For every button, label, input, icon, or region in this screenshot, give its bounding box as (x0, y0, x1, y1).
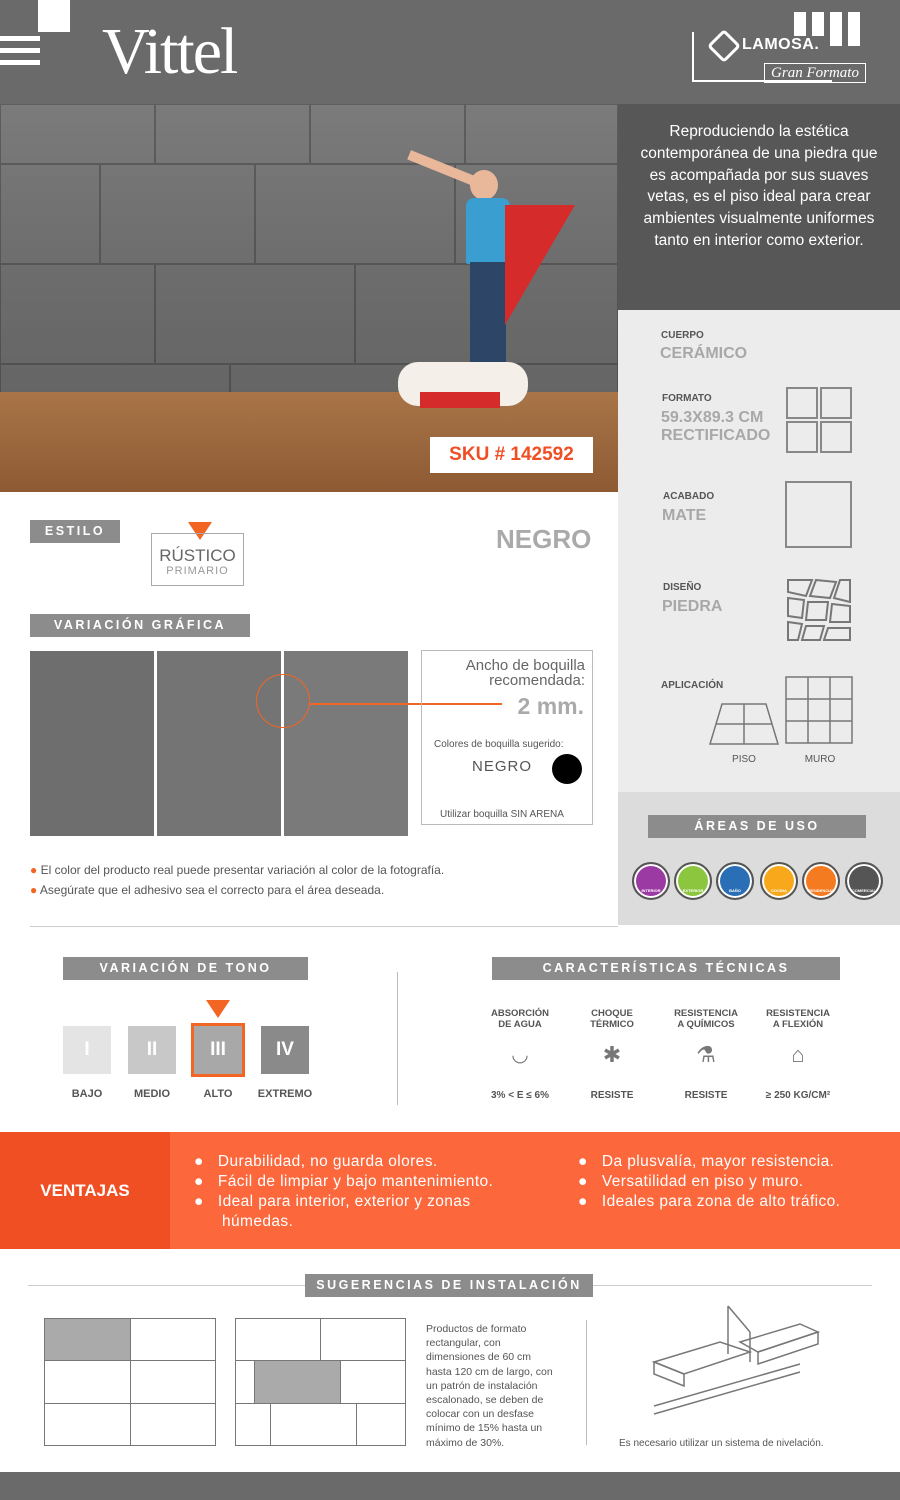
muro-label: MURO (804, 754, 836, 765)
boquilla-color-swatch (552, 754, 582, 784)
estilo-value: RÚSTICO (159, 546, 236, 565)
areas-title: ÁREAS DE USO (648, 815, 866, 838)
ventaja-item: ● Da plusvalía, mayor resistencia. (578, 1153, 835, 1170)
layout-tile (44, 1318, 131, 1361)
tono-label-2: MEDIO (133, 1088, 171, 1100)
ventajas-right (578, 1152, 888, 1212)
boquilla-title (430, 658, 585, 688)
tono-label-4: EXTREMO (257, 1088, 313, 1100)
formato-icon (786, 387, 818, 419)
ventaja-item: ● Ideales para zona de alto tráfico. (578, 1193, 841, 1210)
nivelacion-note: Es necesario utilizar un sistema de nivelación. (619, 1438, 824, 1449)
ventaja-item: ● Ideal para interior, exterior y zonas (194, 1193, 471, 1210)
notes (30, 860, 444, 900)
formato-icon (786, 421, 818, 453)
acabado-icon (785, 481, 852, 548)
char-flexion: RESISTENCIA A FLEXIÓN ⌂ ≥ 250 KG/CM² (750, 1008, 846, 1101)
char-absorcion: ABSORCIÓN DE AGUA ◡ 3% < E ≤ 6% (472, 1008, 568, 1101)
logo-name: LAMOSA. (742, 36, 820, 53)
layout-tile (44, 1403, 131, 1446)
layout-tile (235, 1403, 271, 1446)
estilo-label: ESTILO (30, 520, 120, 543)
thermal-shock-icon: ✱ (602, 1042, 622, 1067)
area-label: RESIDENCIAL (807, 888, 835, 893)
diseno-value: PIEDRA (662, 598, 723, 615)
layout-tile (340, 1360, 406, 1404)
area-comercial-icon (845, 862, 883, 900)
areas-panel (618, 792, 900, 925)
formato-value-1: 59.3X89.3 CM (661, 409, 764, 426)
divider (586, 1320, 587, 1445)
layout-tile (320, 1318, 406, 1361)
ventaja-item: ● Durabilidad, no guarda olores. (194, 1153, 438, 1170)
muro-icon (785, 676, 853, 744)
description: Reproduciendo la estética contemporánea de una piedra que es acompañada por sus suaves vetas, es el piso ideal para crear ambientes visualmente uniformes tanto en interior como exterior. (618, 104, 900, 310)
acabado-label: ACABADO (663, 491, 715, 502)
divider (397, 972, 398, 1105)
area-interior-icon (632, 862, 670, 900)
area-label: BAÑO (729, 888, 741, 893)
char-choque: CHOQUE TÉRMICO ✱ RESISTE (564, 1008, 660, 1101)
stone-tile-3 (284, 651, 408, 836)
layout-tile (44, 1360, 131, 1404)
flexion-icon: ⌂ (791, 1042, 805, 1067)
divider (30, 926, 618, 927)
note-item: ● Asegúrate que el adhesivo sea el correcto para el área deseada. (30, 883, 385, 897)
tono-label-1: BAJO (71, 1088, 103, 1100)
estilo-box (151, 533, 244, 586)
layout-tile (130, 1318, 216, 1361)
boquilla-title-1: Ancho de boquilla (465, 657, 585, 674)
note-item: ● El color del producto real puede presentar variación al color de la fotografía. (30, 863, 445, 877)
child-shirt (466, 198, 510, 264)
char-quimicos: RESISTENCIA A QUÍMICOS ⚗ RESISTE (658, 1008, 754, 1101)
area-label: COMERCIAL (851, 888, 877, 893)
caracteristicas-title: CARACTERÍSTICAS TÉCNICAS (492, 957, 840, 980)
stone-tile-2 (157, 651, 281, 836)
corner-square (38, 0, 70, 32)
layout-tile (235, 1360, 255, 1404)
leveling-system-icon (650, 1302, 822, 1420)
layout-tile (270, 1403, 357, 1446)
formato-value-2: RECTIFICADO (661, 427, 771, 444)
cuerpo-label: CUERPO (661, 330, 704, 341)
layout-tile (254, 1360, 341, 1404)
formato-icon (820, 421, 852, 453)
area-cocina-icon (760, 862, 798, 900)
aplicacion-label: APLICACIÓN (661, 680, 724, 691)
piso-label: PISO (732, 754, 756, 765)
layout-tile (130, 1360, 216, 1404)
color-name: NEGRO (496, 524, 592, 554)
tono-level-4: IV (261, 1026, 309, 1074)
stone-pattern-icon (784, 576, 854, 644)
red-cape (505, 205, 575, 325)
logo-bar (848, 12, 860, 46)
menu-bar (0, 60, 40, 65)
variacion-grafica-title: VARIACIÓN GRÁFICA (30, 614, 250, 637)
footer-bar (0, 1472, 900, 1500)
zoom-circle (256, 674, 310, 728)
area-residencial-icon (802, 862, 840, 900)
tono-level-1: I (63, 1026, 111, 1074)
area-label: INTERIOR (641, 888, 661, 893)
tono-level-3: III (194, 1026, 242, 1074)
water-drops-icon: ◡ (511, 1044, 529, 1066)
boquilla-color: NEGRO (472, 758, 533, 775)
logo-sub: Gran Formato (764, 63, 866, 83)
ventajas-title: VENTAJAS (0, 1132, 170, 1249)
estilo-sub: PRIMARIO (166, 565, 229, 577)
boquilla-colores-label: Colores de boquilla sugerido: (434, 739, 564, 750)
sku-label: SKU # 142592 (430, 437, 593, 473)
menu-bar (0, 48, 40, 53)
ventajas-left (194, 1152, 554, 1232)
acabado-value: MATE (662, 507, 707, 524)
diseno-label: DISEÑO (663, 582, 702, 593)
tono-title: VARIACIÓN DE TONO (63, 957, 308, 980)
area-label: COCINA (771, 888, 787, 893)
tono-label-3: ALTO (203, 1088, 233, 1100)
stone-tile-1 (30, 651, 154, 836)
menu-bar (0, 36, 40, 41)
selected-arrow-icon (206, 1000, 230, 1018)
ventaja-item: ● Fácil de limpiar y bajo mantenimiento. (194, 1173, 494, 1190)
formato-icon (820, 387, 852, 419)
piso-icon (708, 702, 780, 746)
child-head (470, 170, 498, 200)
brand-title: Vittel (102, 15, 237, 88)
boquilla-width: 2 mm. (517, 693, 584, 719)
layout-tile (235, 1318, 321, 1361)
cuerpo-value: CERÁMICO (660, 345, 748, 362)
dog-cape (420, 392, 500, 408)
area-baño-icon (716, 862, 754, 900)
boquilla-title-2: recomendada: (489, 672, 585, 689)
tono-level-2: II (128, 1026, 176, 1074)
area-exterior-icon (674, 862, 712, 900)
ventaja-item: ● Versatilidad en piso y muro. (578, 1173, 804, 1190)
formato-label: FORMATO (662, 393, 712, 404)
area-label: EXTERIOR (682, 888, 704, 893)
flask-icon: ⚗ (696, 1042, 716, 1067)
layout-tile (130, 1403, 216, 1446)
instalacion-text: Productos de formato rectangular, con dimensiones de 60 cm hasta 120 cm de largo, con un patrón de instalación escalonado, se deben de colocar con un desfase mínimo de 15% hasta un máximo de 30%. (426, 1323, 553, 1449)
boquilla-note: Utilizar boquilla SIN ARENA (440, 809, 564, 820)
ventaja-item: húmedas. (222, 1213, 294, 1230)
instalacion-title: SUGERENCIAS DE INSTALACIÓN (305, 1274, 593, 1297)
layout-tile (356, 1403, 406, 1446)
